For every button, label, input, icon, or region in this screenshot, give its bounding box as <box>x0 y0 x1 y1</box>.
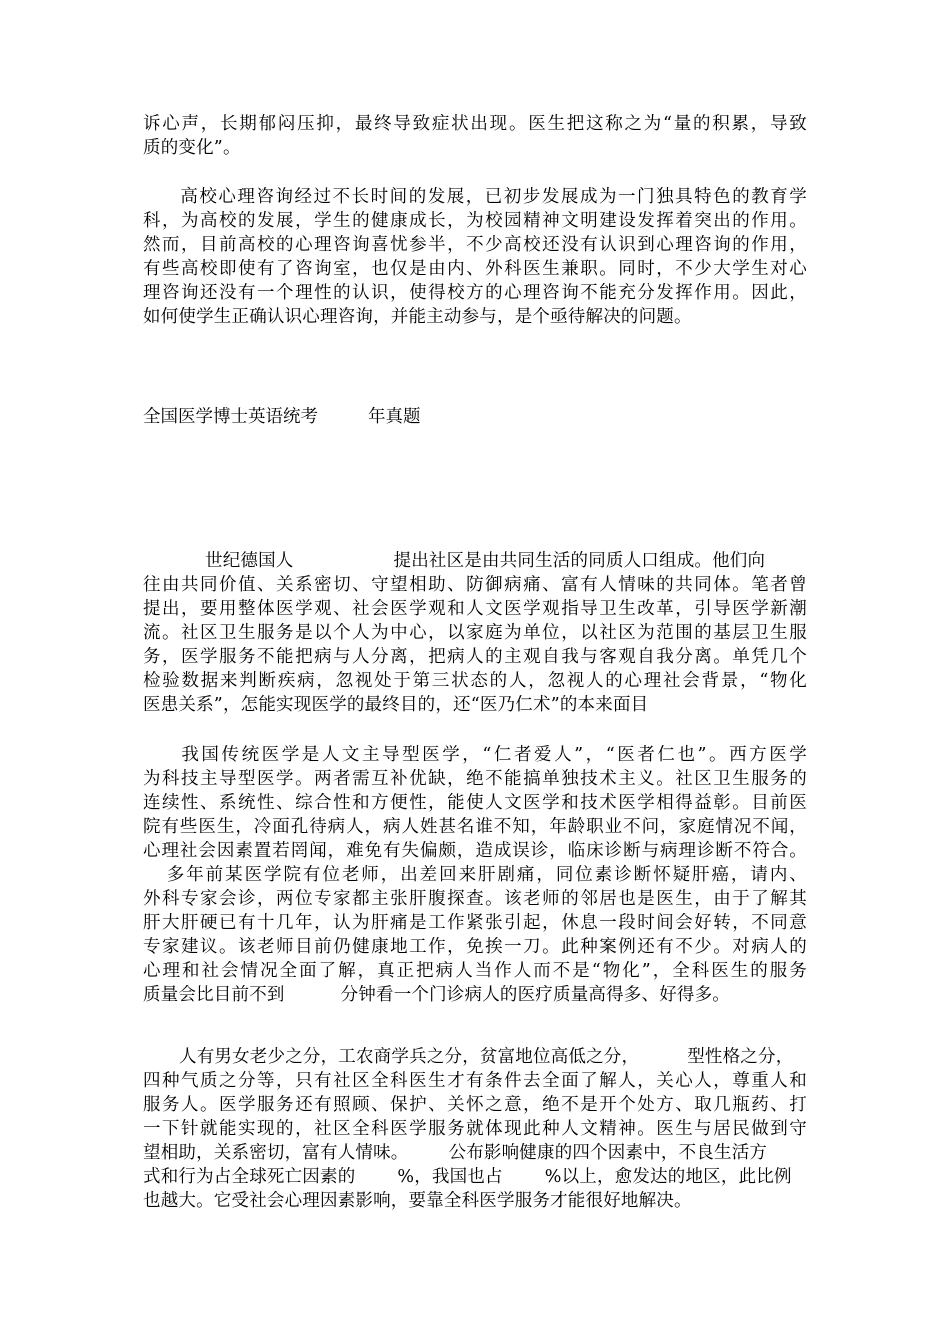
text-segment: 多年前某医学院有位老师，出差回来肝剧痛，同位素诊断怀疑肝癌，请内、 <box>165 865 807 885</box>
text-segment: 式和行为占全球死亡因素的 <box>143 1167 356 1187</box>
text-segment: 提出社区是由共同生活的同质人口组成。他们向 <box>393 551 766 571</box>
text-line: 连续性、系统性、综合性和方便性，能使人文医学和技术医学相得益彰。目前医 <box>143 793 807 813</box>
text-segment: 公布影响健康的四个因素中，不良生活方 <box>448 1143 768 1163</box>
text-line <box>143 185 807 209</box>
text-segment: 我国传统医学是人文主导型医学，“仁者爱人”，“医者仁也”。西方医学 <box>179 745 807 765</box>
heading-text: 全国医学博士英语统考 <box>143 407 318 427</box>
text-segment: 高校心理咨询经过不长时间的发展，已初步发展成为一门独具特色的教育学 <box>179 187 807 207</box>
text-line: 流。社区卫生服务是以个人为中心，以家庭为单位，以社区为范围的基层卫生服 <box>143 623 807 643</box>
text-segment: 型性格之分， <box>687 1047 794 1067</box>
exam-heading <box>143 405 421 429</box>
text-line: 服务人。医学服务还有照顾、保护、关怀之意，绝不是开个处方、取几瓶药、打 <box>143 1095 807 1115</box>
text-line <box>143 863 807 887</box>
text-line: 心理社会因素置若罔闻，难免有失偏颇，造成误诊，临床诊断与病理诊断不符合。 <box>143 841 807 861</box>
text-line: 也越大。它受社会心理因素影响，要靠全科医学服务才能很好地解决。 <box>143 1191 692 1211</box>
text-line: 科，为高校的发展，学生的健康成长，为校园精神文明建设发挥着突出的作用。 <box>143 211 807 231</box>
text-line: 务，医学服务不能把病与人分离，把病人的主观自我与客观自我分离。单凭几个 <box>143 647 807 667</box>
text-line: 院有些医生，冷面孔待病人，病人姓甚名谁不知，年龄职业不问，家庭情况不闻， <box>143 817 807 837</box>
text-line: 提出，要用整体医学观、社会医学观和人文医学观指导卫生改革，引导医学新潮 <box>143 599 807 619</box>
text-line: 肝大肝硬已有十几年，认为肝痛是工作紧张引起，休息一段时间会好转，不同意 <box>143 913 807 933</box>
text-line: 质的变化”。 <box>143 138 241 158</box>
paragraph-5 <box>143 1045 807 1213</box>
paragraph-3 <box>143 549 807 717</box>
text-line: 理咨询还没有一个理性的认识，使得校方的心理咨询不能充分发挥作用。因此， <box>143 283 807 303</box>
text-segment: 世纪德国人 <box>205 551 294 571</box>
text-line: 外科专家会诊，两位专家都主张肝腹探查。该老师的邻居也是医生，由于了解其 <box>143 889 807 909</box>
text-segment: 质量会比目前不到 <box>143 985 285 1005</box>
text-segment: 望相助，关系密切，富有人情味。 <box>143 1143 409 1163</box>
text-line <box>143 549 807 573</box>
paragraph-4 <box>143 743 807 1007</box>
text-line: 专家建议。该老师目前仍健康地工作，免挨一刀。此种案例还有不少。对病人的 <box>143 937 807 957</box>
text-line: 心理和社会情况全面了解，真正把病人当作人而不是“物化”，全科医生的服务 <box>143 961 807 981</box>
text-line: 医患关系”，怎能实现医学的最终目的，还“医乃仁术”的本来面目 <box>143 695 649 715</box>
text-line: 如何使学生正确认识心理咨询，并能主动参与，是个亟待解决的问题。 <box>143 307 692 327</box>
text-line <box>143 743 807 767</box>
text-line: 为科技主导型医学。两者需互补优缺，绝不能搞单独技术主义。社区卫生服务的 <box>143 769 807 789</box>
paragraph-1 <box>143 112 807 160</box>
text-line <box>143 983 807 1007</box>
heading-text: 年真题 <box>368 407 421 427</box>
text-segment: 人有男女老少之分，工农商学兵之分，贫富地位高低之分， <box>179 1047 640 1067</box>
text-segment: 分钟看一个门诊病人的医疗质量高得多、好得多。 <box>340 985 731 1005</box>
text-segment: %以上，愈发达的地区，此比例 <box>544 1167 792 1187</box>
text-line: 然而，目前高校的心理咨询喜忧参半，不少高校还没有认识到心理咨询的作用， <box>143 235 807 255</box>
text-segment: %，我国也占 <box>397 1167 503 1187</box>
text-line: 诉心声，长期郁闷压抑，最终导致症状出现。医生把这称之为“量的积累，导致 <box>143 114 807 134</box>
text-line: 四种气质之分等，只有社区全科医生才有条件去全面了解人，关心人，尊重人和 <box>143 1071 807 1091</box>
text-line <box>143 1045 807 1069</box>
text-line <box>143 1165 807 1189</box>
text-line: 往由共同价值、关系密切、守望相助、防御病痛、富有人情味的共同体。笔者曾 <box>143 575 807 595</box>
text-line: 检验数据来判断疾病，忽视处于第三状态的人，忽视人的心理社会背景，“物化 <box>143 671 807 691</box>
text-line <box>143 1141 807 1165</box>
paragraph-2 <box>143 185 807 329</box>
text-line: 一下针就能实现的，社区全科医学服务就体现此种人文精神。医生与居民做到守 <box>143 1119 807 1139</box>
text-line: 有些高校即使有了咨询室，也仅是由内、外科医生兼职。同时，不少大学生对心 <box>143 259 807 279</box>
